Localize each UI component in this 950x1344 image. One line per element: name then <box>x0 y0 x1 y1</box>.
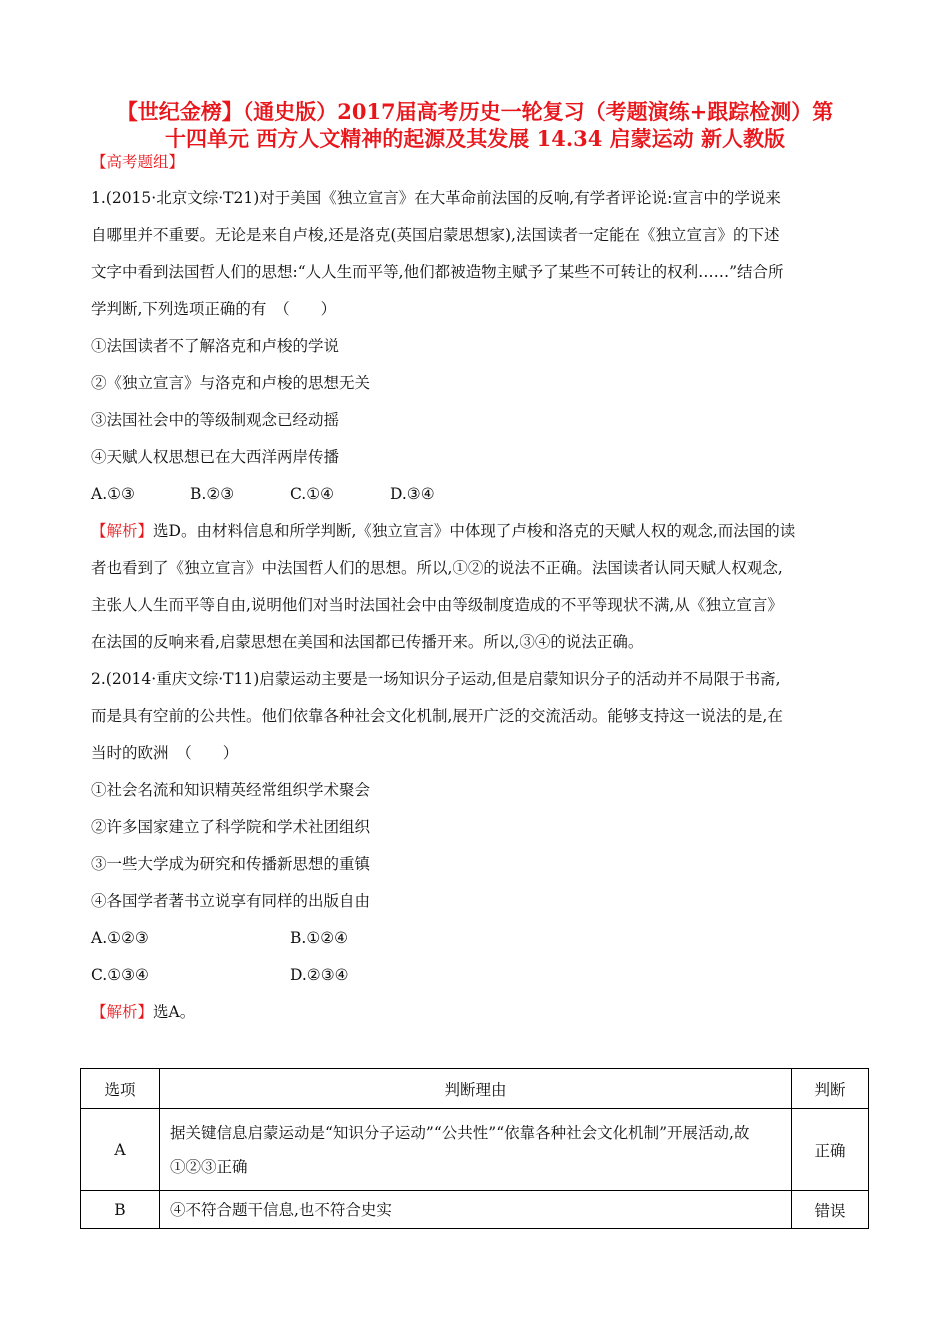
table-cell-reason: 据关键信息启蒙运动是“知识分子运动”“公共性”“依靠各种社会文化机制”开展活动,故①②③正确 <box>160 1109 792 1191</box>
table-header-row <box>81 1069 869 1109</box>
table-header-verdict: 判断 <box>792 1069 869 1109</box>
document-title-line1: 【世纪金榜】（通史版）2017届高考历史一轮复习（考题演练+跟踪检测）第 <box>116 99 834 124</box>
q2-stem-line1: 2.(2014·重庆文综·T11)启蒙运动主要是一场知识分子运动,但是启蒙知识分子的活动并不局限于书斋, <box>91 670 781 688</box>
q2-statement-2: ②许多国家建立了科学院和学术社团组织 <box>91 818 371 836</box>
q2-statement-3: ③一些大学成为研究和传播新思想的重镇 <box>91 855 371 873</box>
q1-option-c: C.①④ <box>290 485 335 503</box>
document-title-line2: 十四单元 西方人文精神的起源及其发展 14.34 启蒙运动 新人教版 <box>164 126 785 151</box>
q2-stem-line2: 而是具有空前的公共性。他们依靠各种社会文化机制,展开广泛的交流活动。能够支持这一说法的是,在 <box>91 707 783 725</box>
q1-stem-line2: 自哪里并不重要。无论是来自卢梭,还是洛克(英国启蒙思想家),法国读者一定能在《独立宣言》的下述 <box>91 226 780 244</box>
judgement-table <box>80 1068 869 1229</box>
q1-analysis-line3: 主张人人生而平等自由,说明他们对当时法国社会中由等级制度造成的不平等现状不满,从《独立宣言》 <box>91 596 783 614</box>
q1-analysis-text: 选D。由材料信息和所学判断,《独立宣言》中体现了卢梭和洛克的天赋人权的观念,而法国的读 <box>153 522 796 540</box>
q2-analysis-tag: 【解析】 <box>91 1003 154 1021</box>
table-header-option: 选项 <box>81 1069 160 1109</box>
q2-analysis-text: 选A。 <box>153 1003 196 1021</box>
q2-analysis <box>91 1002 195 1022</box>
q2-option-c: C.①③④ <box>91 966 149 984</box>
table-cell-verdict: 正确 <box>792 1109 869 1191</box>
q1-statement-2: ②《独立宣言》与洛克和卢梭的思想无关 <box>91 374 371 392</box>
table-header-reason: 判断理由 <box>160 1069 792 1109</box>
q2-option-a: A.①②③ <box>91 929 149 947</box>
q1-analysis-line4: 在法国的反响来看,启蒙思想在美国和法国都已传播开来。所以,③④的说法正确。 <box>91 633 644 651</box>
q2-statement-4: ④各国学者著书立说享有同样的出版自由 <box>91 892 371 910</box>
table-cell-verdict: 错误 <box>792 1191 869 1229</box>
q1-option-a: A.①③ <box>91 485 135 503</box>
table-cell-option: A <box>81 1109 160 1191</box>
q1-stem-line1: 1.(2015·北京文综·T21)对于美国《独立宣言》在大革命前法国的反响,有学者评论说:宣言中的学说来 <box>91 189 781 207</box>
q1-statement-1: ①法国读者不了解洛克和卢梭的学说 <box>91 337 340 355</box>
q1-option-d: D.③④ <box>390 485 435 503</box>
q2-stem-line3: 当时的欧洲 （ ） <box>91 744 239 762</box>
q1-analysis-line2: 者也看到了《独立宣言》中法国哲人们的思想。所以,①②的说法不正确。法国读者认同天赋人权观念, <box>91 559 783 577</box>
q1-stem-line3: 文字中看到法国哲人们的思想:“人人生而平等,他们都被造物主赋予了某些不可转让的权利……”结合所 <box>91 263 784 281</box>
q2-statement-1: ①社会名流和知识精英经常组织学术聚会 <box>91 781 371 799</box>
table-row <box>81 1109 869 1191</box>
q1-statement-4: ④天赋人权思想已在大西洋两岸传播 <box>91 448 340 466</box>
q1-analysis-tag: 【解析】 <box>91 522 154 540</box>
table-cell-reason: ④不符合题干信息,也不符合史实 <box>160 1191 792 1229</box>
table-row <box>81 1191 869 1229</box>
q1-analysis-line1 <box>91 521 795 541</box>
q2-option-d: D.②③④ <box>290 966 349 984</box>
q1-stem-line4: 学判断,下列选项正确的有 （ ） <box>91 300 337 318</box>
q1-statement-3: ③法国社会中的等级制观念已经动摇 <box>91 411 340 429</box>
q2-option-b: B.①②④ <box>290 929 349 947</box>
table-cell-option: B <box>81 1191 160 1229</box>
q1-option-b: B.②③ <box>190 485 235 503</box>
section-label: 【高考题组】 <box>91 153 185 171</box>
